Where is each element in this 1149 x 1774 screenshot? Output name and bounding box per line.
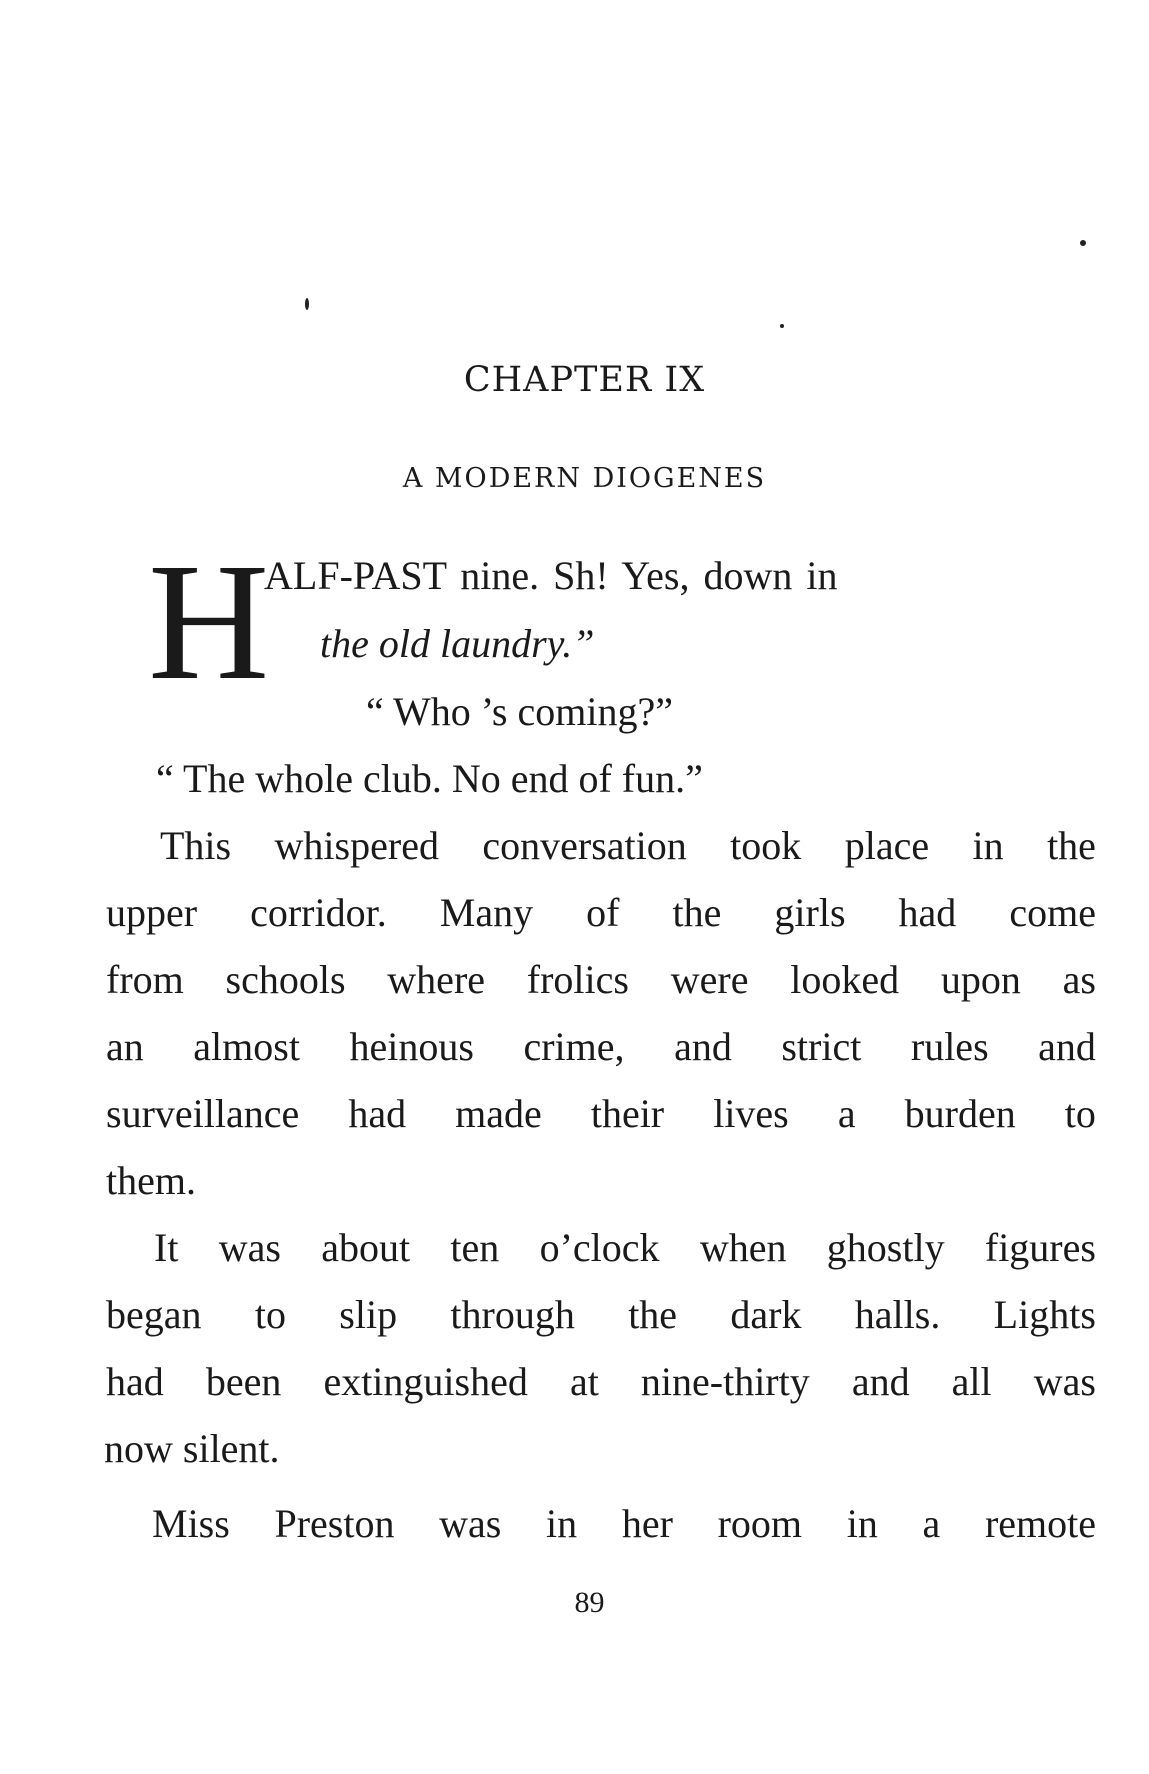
word: through [450,1292,575,1337]
word: a [837,1091,856,1136]
word: at [569,1359,599,1404]
word: took [730,823,802,868]
word: extinguished [323,1359,528,1404]
word: in [846,1501,878,1546]
word: rules [910,1024,989,1069]
paragraph-line [106,1358,1096,1405]
paragraph-line [106,1090,1096,1137]
word: It [154,1225,179,1270]
print-speck [780,324,784,328]
paragraph-line [152,1500,1096,1547]
word: almost [193,1024,300,1069]
word: remote [984,1501,1096,1546]
word: was [1033,1359,1096,1404]
opening-line-2: the old laundry.” [320,621,595,666]
word: Many [439,890,534,935]
paragraph-line [106,889,1096,936]
word: room [717,1501,803,1546]
word: when [699,1225,787,1270]
word: the [628,1292,678,1337]
word: strict [781,1024,862,1069]
word: from [106,957,184,1002]
word: and [851,1359,910,1404]
word: figures [984,1225,1096,1270]
page-number: 89 [574,1586,605,1619]
word: a [922,1501,941,1546]
word: to [254,1292,286,1337]
print-speck [1080,240,1086,246]
word: in [546,1501,578,1546]
word: had [898,890,957,935]
word: looked [790,957,900,1002]
word: had [106,1359,164,1404]
word: in [972,823,1004,868]
word: conversation [482,823,687,868]
word: as [1062,957,1096,1002]
word: had [348,1091,407,1136]
word: crime, [523,1024,625,1069]
word: was [218,1225,281,1270]
word: place [844,823,930,868]
word: This [160,823,232,868]
word: were [670,957,749,1002]
word: frolics [526,957,629,1002]
paragraph-line [106,956,1096,1003]
word: the [672,890,722,935]
chapter-title: CHAPTER IX [463,360,706,400]
chapter-subtitle: A MODERN DIOGENES [402,463,767,494]
word: of [586,890,620,935]
word: the [1047,823,1096,868]
opening-line-3: “ Who ’s coming?” [366,689,673,734]
paragraph-line: them. [106,1158,196,1203]
word: nine-thirty [640,1359,810,1404]
word: Preston [274,1501,395,1546]
word: girls [774,890,846,935]
print-speck [305,298,309,310]
opening-line-4: “ The whole club. No end of fun.” [156,756,703,801]
word: ten [450,1225,500,1270]
word: heinous [349,1024,474,1069]
paragraph-line [160,822,1096,869]
paragraph-line [106,1023,1096,1070]
word: dark [730,1292,802,1337]
paragraph-line [106,1291,1096,1338]
word: come [1009,890,1096,935]
word: was [439,1501,502,1546]
word: upper [106,890,198,935]
word: and [1038,1024,1096,1069]
word: their [590,1091,665,1136]
word: whispered [274,823,439,868]
word: corridor. [250,890,387,935]
word: slip [339,1292,398,1337]
word: schools [225,957,346,1002]
word: where [387,957,486,1002]
word: about [321,1225,411,1270]
word: halls. [854,1292,941,1337]
word: been [205,1359,282,1404]
word: all [951,1359,992,1404]
word: lives [713,1091,789,1136]
word: ghostly [826,1225,945,1270]
word: o’clock [539,1225,660,1270]
word: burden [904,1091,1016,1136]
word: Miss [152,1501,230,1546]
drop-cap: H [148,529,270,715]
word: and [674,1024,732,1069]
paragraph-line [154,1224,1096,1271]
word: an [106,1024,144,1069]
word: made [455,1091,542,1136]
word: Lights [993,1292,1096,1337]
word: upon [940,957,1021,1002]
paragraph-line: now silent. [104,1426,280,1471]
word: her [621,1501,673,1546]
word: surveillance [106,1091,300,1136]
word: to [1064,1091,1096,1136]
word: began [106,1292,202,1337]
opening-line-1: ALF-PAST nine. Sh! Yes, down in [264,553,838,598]
